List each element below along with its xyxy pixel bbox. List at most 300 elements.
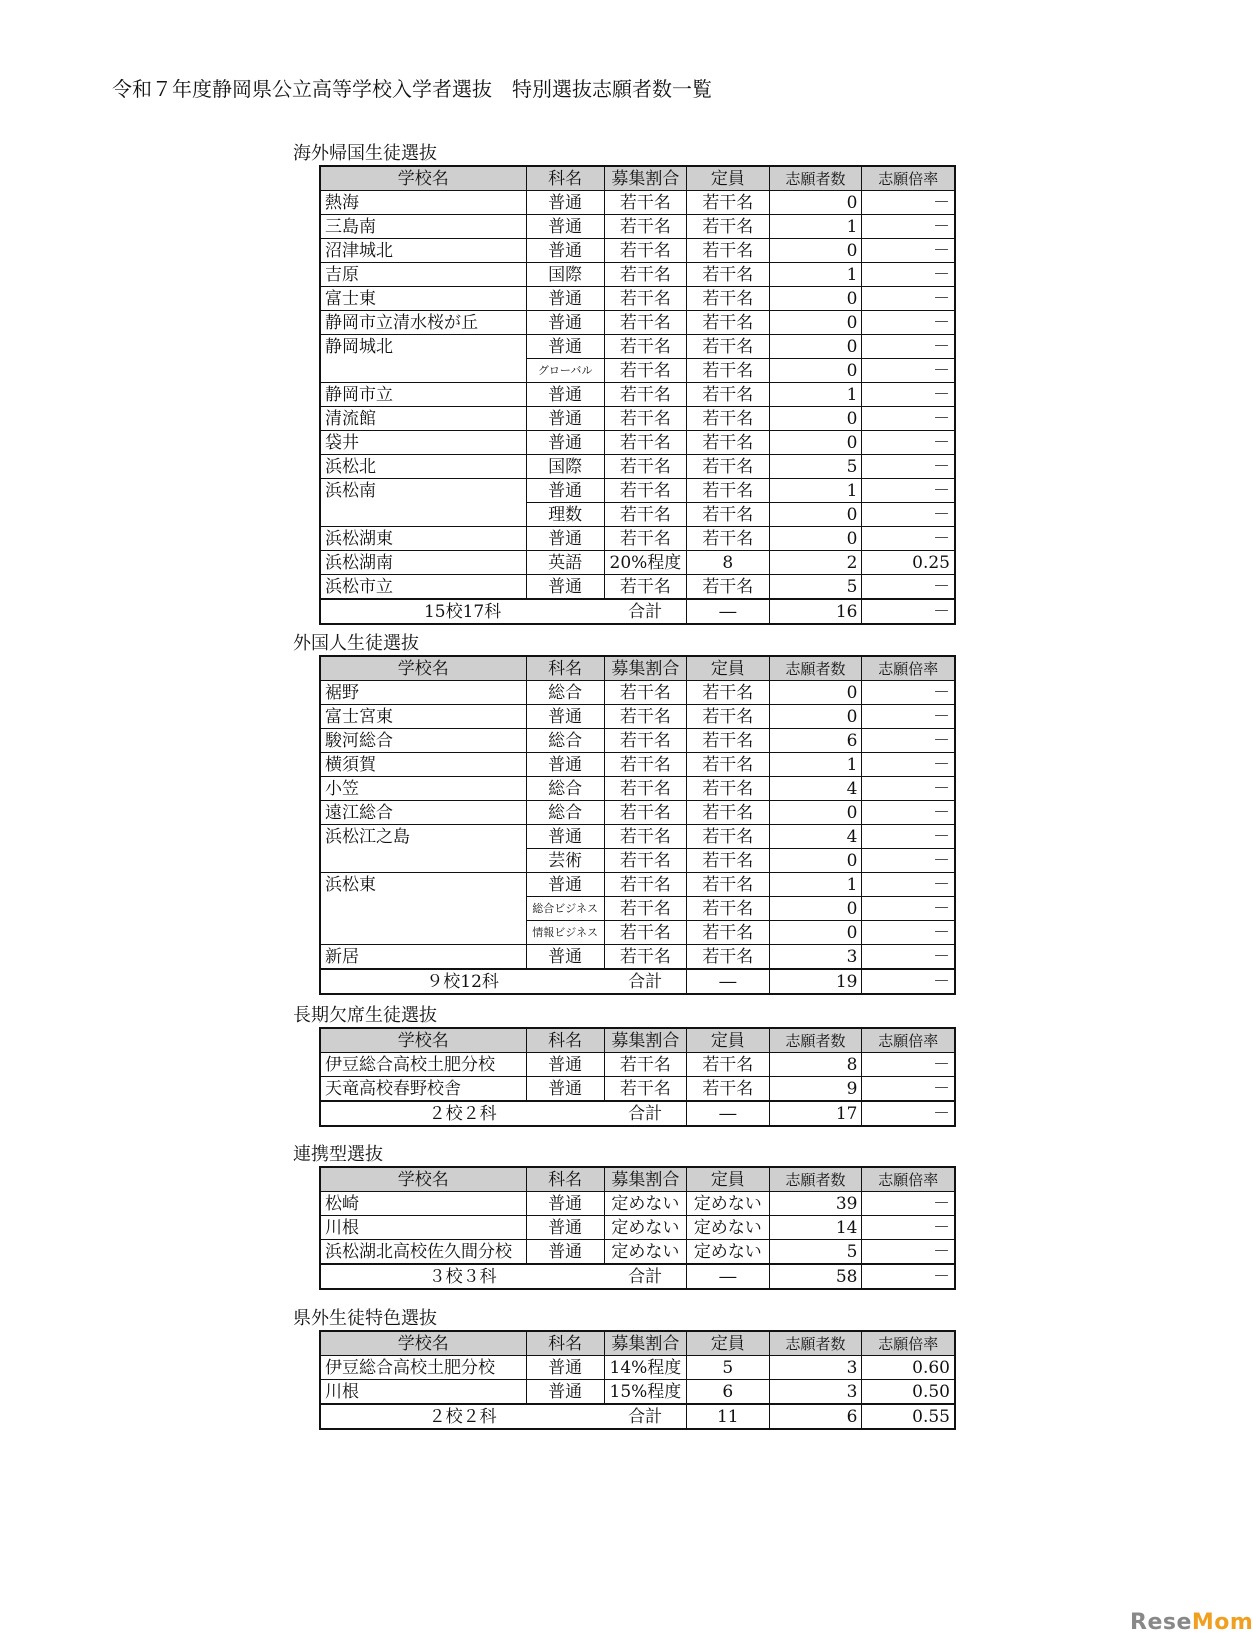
table-row [320,1077,955,1102]
data-table [319,655,956,995]
cell-ratio: 若干名 [604,263,686,287]
cell-rate: － [862,191,955,215]
cell-ratio: 若干名 [604,527,686,551]
table-row [320,681,955,705]
cell-applicants: 14 [769,1216,862,1240]
table-row [320,191,955,215]
cell-school: 三島南 [320,215,526,239]
table-row [320,1356,955,1380]
cell-school: 浜松市立 [320,575,526,600]
column-header: 志願者数 [769,1028,862,1053]
total-label: 合計 [604,599,686,624]
cell-cap: 若干名 [687,383,769,407]
table-row [320,215,955,239]
cell-dept: 総合 [526,681,604,705]
section-title: 長期欠席生徒選抜 [293,1005,437,1026]
cell-applicants: 0 [769,921,862,945]
cell-applicants: 3 [769,945,862,970]
cell-dept: 普通 [526,753,604,777]
cell-applicants: 0 [769,191,862,215]
cell-school: 富士宮東 [320,705,526,729]
header-row [320,656,955,681]
header-row [320,1028,955,1053]
cell-school: 清流館 [320,407,526,431]
table-row [320,705,955,729]
cell-rate: － [862,873,955,897]
cell-applicants: 0 [769,311,862,335]
cell-school: 浜松湖東 [320,527,526,551]
cell-ratio: 若干名 [604,479,686,503]
cell-school [320,921,526,945]
column-header: 志願倍率 [862,1331,955,1356]
header-row [320,166,955,191]
header-row [320,1331,955,1356]
column-header: 志願者数 [769,166,862,191]
cell-cap: 若干名 [687,407,769,431]
cell-dept: 普通 [526,287,604,311]
cell-school: 浜松東 [320,873,526,897]
table-row [320,945,955,970]
cell-rate: － [862,527,955,551]
cell-rate: － [862,479,955,503]
table-row [320,849,955,873]
table-row [320,921,955,945]
cell-school: 新居 [320,945,526,970]
table-row [320,801,955,825]
column-header: 定員 [687,656,769,681]
section-1 [293,143,955,625]
cell-school: 横須賀 [320,753,526,777]
cell-cap: 若干名 [687,287,769,311]
cell-cap: 若干名 [687,191,769,215]
cell-ratio: 若干名 [604,1077,686,1102]
cell-applicants: 6 [769,729,862,753]
column-header: 募集割合 [604,166,686,191]
table-row [320,1216,955,1240]
cell-school: 吉原 [320,263,526,287]
cell-dept: 普通 [526,215,604,239]
cell-dept: 普通 [526,945,604,970]
cell-school [320,359,526,383]
cell-cap: 若干名 [687,897,769,921]
total-row [320,1404,955,1429]
cell-ratio: 若干名 [604,945,686,970]
total-applicants: 17 [769,1101,862,1126]
header-row [320,1167,955,1192]
table-row [320,311,955,335]
total-cap: 11 [687,1404,769,1429]
column-header: 定員 [687,1167,769,1192]
cell-cap: 若干名 [687,455,769,479]
column-header: 科名 [526,166,604,191]
cell-dept: 普通 [526,1240,604,1265]
cell-dept: 普通 [526,479,604,503]
cell-rate: － [862,825,955,849]
cell-school: 小笠 [320,777,526,801]
cell-rate: － [862,729,955,753]
column-header: 学校名 [320,1331,526,1356]
total-count: ２校２科 [320,1404,604,1429]
cell-dept: 普通 [526,705,604,729]
cell-ratio: 若干名 [604,849,686,873]
cell-school: 沼津城北 [320,239,526,263]
cell-ratio: 若干名 [604,503,686,527]
cell-dept: 普通 [526,1356,604,1380]
cell-dept: 普通 [526,239,604,263]
cell-ratio: 若干名 [604,801,686,825]
cell-ratio: 若干名 [604,215,686,239]
cell-ratio: 定めない [604,1216,686,1240]
cell-rate: － [862,455,955,479]
table-row [320,753,955,777]
total-rate: － [862,1101,955,1126]
cell-ratio: 若干名 [604,359,686,383]
cell-dept: 普通 [526,431,604,455]
column-header: 定員 [687,1331,769,1356]
table-row [320,1192,955,1216]
table-row [320,551,955,575]
cell-rate: － [862,215,955,239]
cell-cap: 若干名 [687,753,769,777]
total-cap: ― [687,1101,769,1126]
resemom-logo: ReseMom [1130,1610,1253,1635]
cell-cap: 若干名 [687,239,769,263]
cell-rate: － [862,1240,955,1265]
cell-rate: － [862,383,955,407]
cell-cap: 若干名 [687,311,769,335]
section-title: 連携型選抜 [293,1144,383,1165]
cell-ratio: 若干名 [604,407,686,431]
table-row [320,359,955,383]
cell-ratio: 20%程度 [604,551,686,575]
table-row [320,1380,955,1405]
cell-ratio: 若干名 [604,897,686,921]
column-header: 志願倍率 [862,1167,955,1192]
cell-ratio: 若干名 [604,311,686,335]
column-header: 志願倍率 [862,1028,955,1053]
cell-school: 裾野 [320,681,526,705]
cell-rate: － [862,753,955,777]
cell-applicants: 8 [769,1053,862,1077]
cell-school: 静岡市立清水桜が丘 [320,311,526,335]
cell-applicants: 0 [769,287,862,311]
column-header: 募集割合 [604,656,686,681]
table-row [320,873,955,897]
data-table [319,1027,956,1127]
cell-cap: 若干名 [687,431,769,455]
cell-dept: 普通 [526,575,604,600]
cell-ratio: 14%程度 [604,1356,686,1380]
cell-school [320,849,526,873]
cell-school: 川根 [320,1216,526,1240]
cell-rate: 0.60 [862,1356,955,1380]
column-header: 募集割合 [604,1167,686,1192]
table-row [320,263,955,287]
cell-cap: 5 [687,1356,769,1380]
cell-rate: － [862,239,955,263]
column-header: 科名 [526,656,604,681]
cell-dept: 普通 [526,1053,604,1077]
column-header: 募集割合 [604,1331,686,1356]
cell-applicants: 0 [769,705,862,729]
cell-ratio: 若干名 [604,431,686,455]
cell-dept: 英語 [526,551,604,575]
cell-cap: 定めない [687,1216,769,1240]
cell-applicants: 0 [769,849,862,873]
cell-cap: 若干名 [687,359,769,383]
cell-school: 浜松湖南 [320,551,526,575]
table-row [320,503,955,527]
total-row [320,969,955,994]
table-row [320,729,955,753]
section-2 [293,633,955,995]
cell-applicants: 0 [769,407,862,431]
section-title: 海外帰国生徒選抜 [293,143,437,164]
cell-ratio: 若干名 [604,777,686,801]
cell-rate: 0.50 [862,1380,955,1405]
cell-school: 浜松南 [320,479,526,503]
cell-applicants: 0 [769,527,862,551]
cell-rate: － [862,921,955,945]
cell-ratio: 若干名 [604,921,686,945]
column-header: 定員 [687,1028,769,1053]
cell-ratio: 若干名 [604,383,686,407]
total-applicants: 19 [769,969,862,994]
total-rate: － [862,599,955,624]
cell-ratio: 若干名 [604,753,686,777]
cell-cap: 若干名 [687,263,769,287]
cell-rate: － [862,945,955,970]
cell-applicants: 2 [769,551,862,575]
cell-applicants: 1 [769,263,862,287]
total-row [320,599,955,624]
cell-applicants: 0 [769,801,862,825]
cell-cap: 8 [687,551,769,575]
total-applicants: 6 [769,1404,862,1429]
cell-cap: 若干名 [687,1053,769,1077]
total-rate: － [862,1264,955,1289]
column-header: 科名 [526,1167,604,1192]
cell-rate: － [862,335,955,359]
total-label: 合計 [604,1101,686,1126]
cell-applicants: 1 [769,383,862,407]
cell-school: 浜松北 [320,455,526,479]
cell-rate: － [862,407,955,431]
cell-rate: － [862,1216,955,1240]
cell-school [320,503,526,527]
cell-applicants: 1 [769,215,862,239]
cell-dept: 理数 [526,503,604,527]
cell-cap: 若干名 [687,705,769,729]
section-title: 外国人生徒選抜 [293,633,419,654]
cell-school: 静岡城北 [320,335,526,359]
cell-ratio: 若干名 [604,455,686,479]
cell-rate: － [862,1192,955,1216]
cell-cap: 若干名 [687,335,769,359]
total-count: ２校２科 [320,1101,604,1126]
cell-cap: 定めない [687,1192,769,1216]
cell-school: 松崎 [320,1192,526,1216]
column-header: 科名 [526,1028,604,1053]
cell-applicants: 5 [769,455,862,479]
table-row [320,479,955,503]
column-header: 志願倍率 [862,656,955,681]
table-row [320,383,955,407]
cell-dept: 国際 [526,455,604,479]
cell-school: 浜松江之島 [320,825,526,849]
table-row [320,407,955,431]
cell-cap: 6 [687,1380,769,1405]
total-count: ３校３科 [320,1264,604,1289]
cell-ratio: 若干名 [604,705,686,729]
cell-dept: グローバル [526,359,604,383]
cell-cap: 若干名 [687,479,769,503]
cell-school: 駿河総合 [320,729,526,753]
cell-cap: 若干名 [687,215,769,239]
cell-applicants: 0 [769,359,862,383]
table-row [320,335,955,359]
cell-applicants: 4 [769,777,862,801]
cell-dept: 国際 [526,263,604,287]
cell-rate: － [862,1077,955,1102]
cell-applicants: 1 [769,479,862,503]
section-5 [293,1308,955,1430]
total-rate: － [862,969,955,994]
cell-rate: － [862,705,955,729]
cell-rate: － [862,359,955,383]
table-row [320,239,955,263]
table-row [320,897,955,921]
cell-dept: 普通 [526,407,604,431]
cell-school: 川根 [320,1380,526,1405]
cell-rate: － [862,681,955,705]
cell-cap: 若干名 [687,575,769,600]
cell-school: 浜松湖北高校佐久間分校 [320,1240,526,1265]
data-table [319,1330,956,1430]
cell-cap: 若干名 [687,1077,769,1102]
total-count: ９校12科 [320,969,604,994]
cell-cap: 若干名 [687,527,769,551]
cell-cap: 若干名 [687,777,769,801]
table-row [320,777,955,801]
cell-cap: 若干名 [687,503,769,527]
cell-dept: 普通 [526,311,604,335]
cell-cap: 若干名 [687,729,769,753]
cell-dept: 普通 [526,1077,604,1102]
cell-ratio: 若干名 [604,239,686,263]
column-header: 志願者数 [769,1167,862,1192]
total-applicants: 16 [769,599,862,624]
cell-dept: 普通 [526,1216,604,1240]
total-row [320,1101,955,1126]
cell-dept: 総合 [526,729,604,753]
column-header: 科名 [526,1331,604,1356]
table-row [320,527,955,551]
cell-applicants: 0 [769,503,862,527]
cell-ratio: 若干名 [604,729,686,753]
cell-rate: － [862,431,955,455]
cell-applicants: 3 [769,1356,862,1380]
cell-school: 伊豆総合高校土肥分校 [320,1053,526,1077]
cell-dept: 総合 [526,777,604,801]
section-3 [293,1005,955,1127]
cell-rate: － [862,897,955,921]
total-cap: ― [687,599,769,624]
cell-school [320,897,526,921]
cell-school: 袋井 [320,431,526,455]
cell-rate: － [862,575,955,600]
cell-rate: － [862,849,955,873]
cell-applicants: 9 [769,1077,862,1102]
cell-applicants: 0 [769,681,862,705]
table-row [320,431,955,455]
column-header: 学校名 [320,1167,526,1192]
total-row [320,1264,955,1289]
cell-applicants: 3 [769,1380,862,1405]
section-4 [293,1144,955,1290]
cell-ratio: 若干名 [604,191,686,215]
cell-applicants: 1 [769,873,862,897]
total-cap: ― [687,1264,769,1289]
column-header: 学校名 [320,166,526,191]
cell-rate: － [862,311,955,335]
cell-dept: 総合ビジネス [526,897,604,921]
cell-cap: 若干名 [687,921,769,945]
cell-applicants: 39 [769,1192,862,1216]
cell-dept: 普通 [526,191,604,215]
cell-dept: 総合 [526,801,604,825]
table-row [320,287,955,311]
column-header: 学校名 [320,656,526,681]
cell-cap: 若干名 [687,945,769,970]
cell-applicants: 5 [769,1240,862,1265]
cell-dept: 普通 [526,1192,604,1216]
column-header: 募集割合 [604,1028,686,1053]
cell-rate: 0.25 [862,551,955,575]
table-row [320,1240,955,1265]
cell-rate: － [862,777,955,801]
cell-ratio: 若干名 [604,287,686,311]
cell-applicants: 0 [769,239,862,263]
cell-rate: － [862,263,955,287]
cell-school: 遠江総合 [320,801,526,825]
cell-ratio: 若干名 [604,825,686,849]
cell-dept: 普通 [526,383,604,407]
table-row [320,575,955,600]
data-table [319,1166,956,1290]
cell-rate: － [862,1053,955,1077]
column-header: 志願者数 [769,656,862,681]
page-title: 令和７年度静岡県公立高等学校入学者選抜 特別選抜志願者数一覧 [112,77,712,101]
column-header: 定員 [687,166,769,191]
cell-ratio: 15%程度 [604,1380,686,1405]
column-header: 志願者数 [769,1331,862,1356]
cell-applicants: 0 [769,897,862,921]
cell-ratio: 定めない [604,1192,686,1216]
cell-applicants: 5 [769,575,862,600]
section-title: 県外生徒特色選抜 [293,1308,437,1329]
total-count: 15校17科 [320,599,604,624]
cell-applicants: 4 [769,825,862,849]
cell-dept: 普通 [526,873,604,897]
cell-dept: 普通 [526,1380,604,1405]
cell-ratio: 若干名 [604,335,686,359]
cell-cap: 若干名 [687,873,769,897]
cell-applicants: 0 [769,431,862,455]
total-rate: 0.55 [862,1404,955,1429]
cell-cap: 若干名 [687,825,769,849]
cell-dept: 普通 [526,335,604,359]
